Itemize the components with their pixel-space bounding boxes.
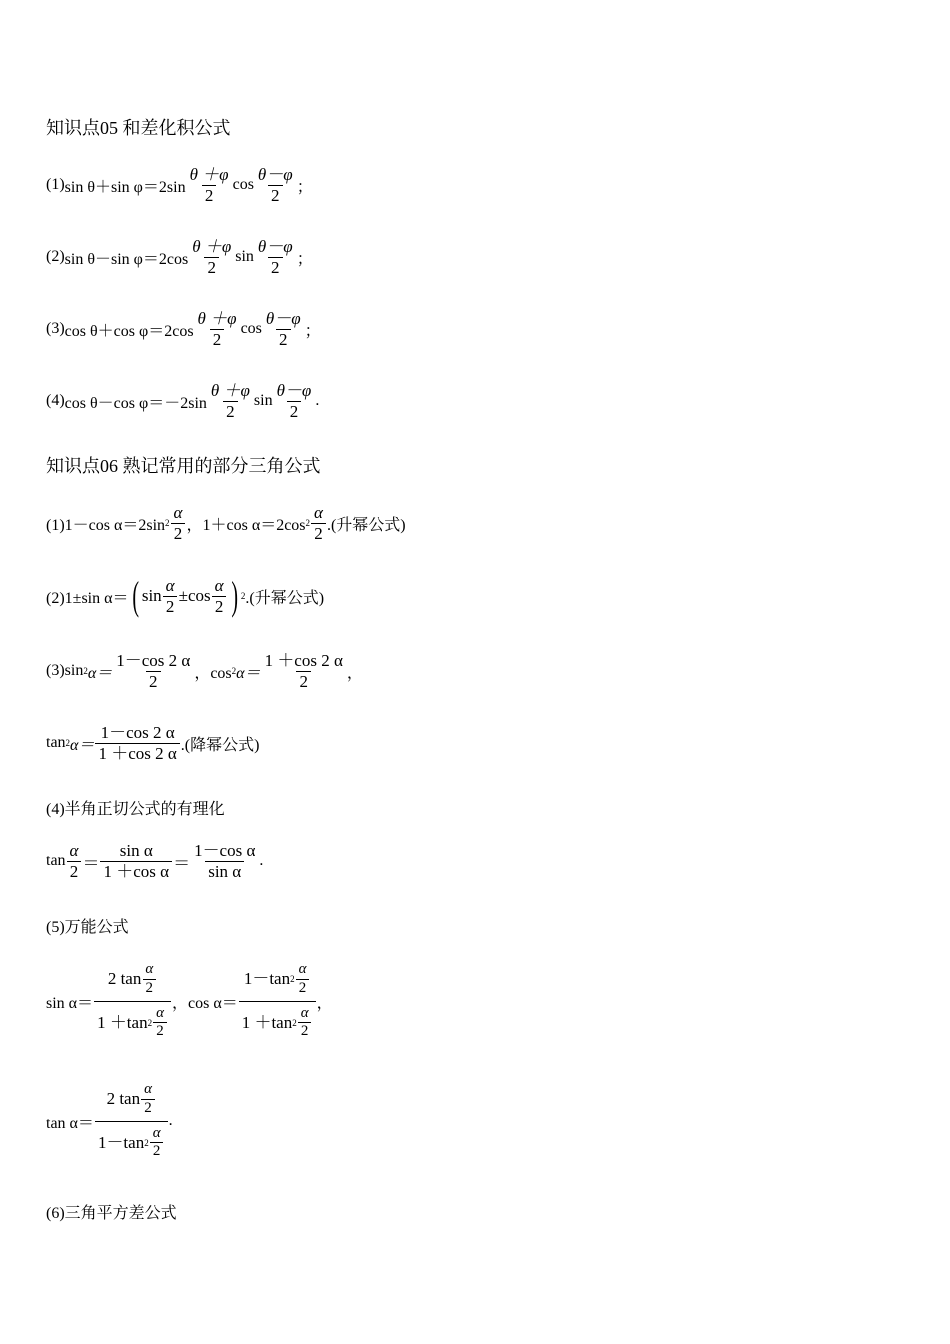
fraction: $\frac{\text{sin α}}{\text{1 ＋cos α}}$ (100, 842, 172, 881)
fraction: $\frac{\alpha}{2}$ (171, 504, 186, 543)
formula-power-raise-1: (1)1－cos α＝2sin 2 $\frac{\alpha}{2}$ ，1＋cos α＝2cos 2 $\frac{\alpha}{2}$ .(升幂公式) (46, 503, 406, 543)
fraction: 2 tan $\frac{\alpha}{2}$ 1－tan 2 $\frac{\alpha}{2}$ (95, 1082, 168, 1160)
fraction: $\frac{\theta +\varphi}{2}$ (197, 309, 237, 349)
formula-sum-to-product-2: (2) sin θ－sin φ＝2cos $\frac{\theta +\varphi}{2}$ sin $\frac{\theta-\varphi}{2}$ ； (46, 237, 313, 277)
fraction: $\frac{\theta +\varphi}{2}$ (189, 165, 229, 205)
fraction: $\frac{\theta +\varphi}{2}$ (210, 381, 250, 421)
left-paren: ( (131, 573, 139, 618)
fraction: $\frac{\theta-\varphi}{2}$ (257, 165, 293, 205)
formula-power-reduce-1: (3)sin 2 α＝ $\frac{1-\cos 2 \alpha}{2}$ ，cos 2 α＝ $\frac{1 +\cos 2 \alpha}{2}$ ， (46, 651, 363, 691)
subsection-5-title: (5)万能公式 (46, 919, 129, 936)
fraction: 1－tan 2 $\frac{\alpha}{2}$ 1 ＋tan 2 $\frac{\alpha}{2}$ (239, 962, 316, 1040)
fraction: $\frac{\alpha}{2}$ (67, 842, 82, 881)
fraction: $\frac{\theta-\varphi}{2}$ (276, 381, 312, 421)
fraction: 2 tan $\frac{\alpha}{2}$ 1 ＋tan 2 $\frac{\alpha}{2}$ (94, 962, 171, 1040)
fraction: $\frac{1-\cos 2 \alpha}{1 +\cos 2 \alpha}$ (95, 724, 179, 763)
formula-power-reduce-2: tan 2 α＝ $\frac{1-\cos 2 \alpha}{1 +\cos 2 \alpha}$ .(降幂公式) (46, 723, 260, 763)
fraction: $\frac{\theta-\varphi}{2}$ (257, 237, 293, 277)
formula-sum-to-product-1: (1) sin θ＋sin φ＝2sin $\frac{\theta +\varphi}{2}$ cos $\frac{\theta-\varphi}{2}$ ； (46, 165, 313, 205)
formula-half-angle-tan: tan $\frac{\alpha}{2}$ ＝ $\frac{\text{sin α}}{\text{1 ＋cos α}}$ ＝ $\frac{\text{1－cos α}}{\text{sin α}}$ . (46, 841, 264, 881)
formula-sum-to-product-4: (4) cos θ－cos φ＝－2sin $\frac{\theta +\varphi}{2}$ sin $\frac{\theta-\varphi}{2}$ . (46, 381, 320, 421)
formula-sum-to-product-3: (3) cos θ＋cos φ＝2cos $\frac{\theta +\varphi}{2}$ cos $\frac{\theta-\varphi}{2}$ ； (46, 309, 321, 349)
formula-universal-tan: tan α＝ 2 tan $\frac{\alpha}{2}$ 1－tan 2 $\frac{\alpha}{2}$ . (46, 1081, 173, 1160)
section-05-title: 知识点05 和差化积公式 (46, 118, 231, 138)
fraction: $\frac{1 +\cos 2 \alpha}{2}$ (264, 651, 343, 691)
section-06-title: 知识点06 熟记常用的部分三角公式 (46, 456, 321, 476)
subsection-6-title: (6)三角平方差公式 (46, 1205, 177, 1222)
formula-universal-sin-cos: sin α＝ 2 tan $\frac{\alpha}{2}$ 1 ＋tan 2 $\frac{\alpha}{2}$ ， cos α＝ 1－tan 2 $\frac{\alpha}{2}$ 1 ＋tan 2 $\frac{\alpha}{2}$ ， (46, 961, 333, 1040)
right-paren: ) (230, 573, 238, 618)
fraction: $\frac{\alpha}{2}$ (163, 577, 178, 616)
fraction: $\frac{\theta-\varphi}{2}$ (265, 309, 301, 349)
fraction: $\frac{\text{1－cos α}}{\text{sin α}}$ (194, 841, 256, 881)
fraction: $\frac{\theta +\varphi}{2}$ (192, 237, 232, 277)
formula-power-raise-2: (2)1±sin α＝ ( sin $\frac{\alpha}{2}$ ± cos $\frac{\alpha}{2}$ ) 2 .(升幂公式) (46, 573, 325, 618)
fraction: $\frac{\alpha}{2}$ (311, 504, 326, 543)
subsection-4-title: (4)半角正切公式的有理化 (46, 801, 225, 818)
fraction: $\frac{\alpha}{2}$ (212, 577, 227, 616)
fraction: $\frac{1-\cos 2 \alpha}{2}$ (116, 651, 191, 691)
